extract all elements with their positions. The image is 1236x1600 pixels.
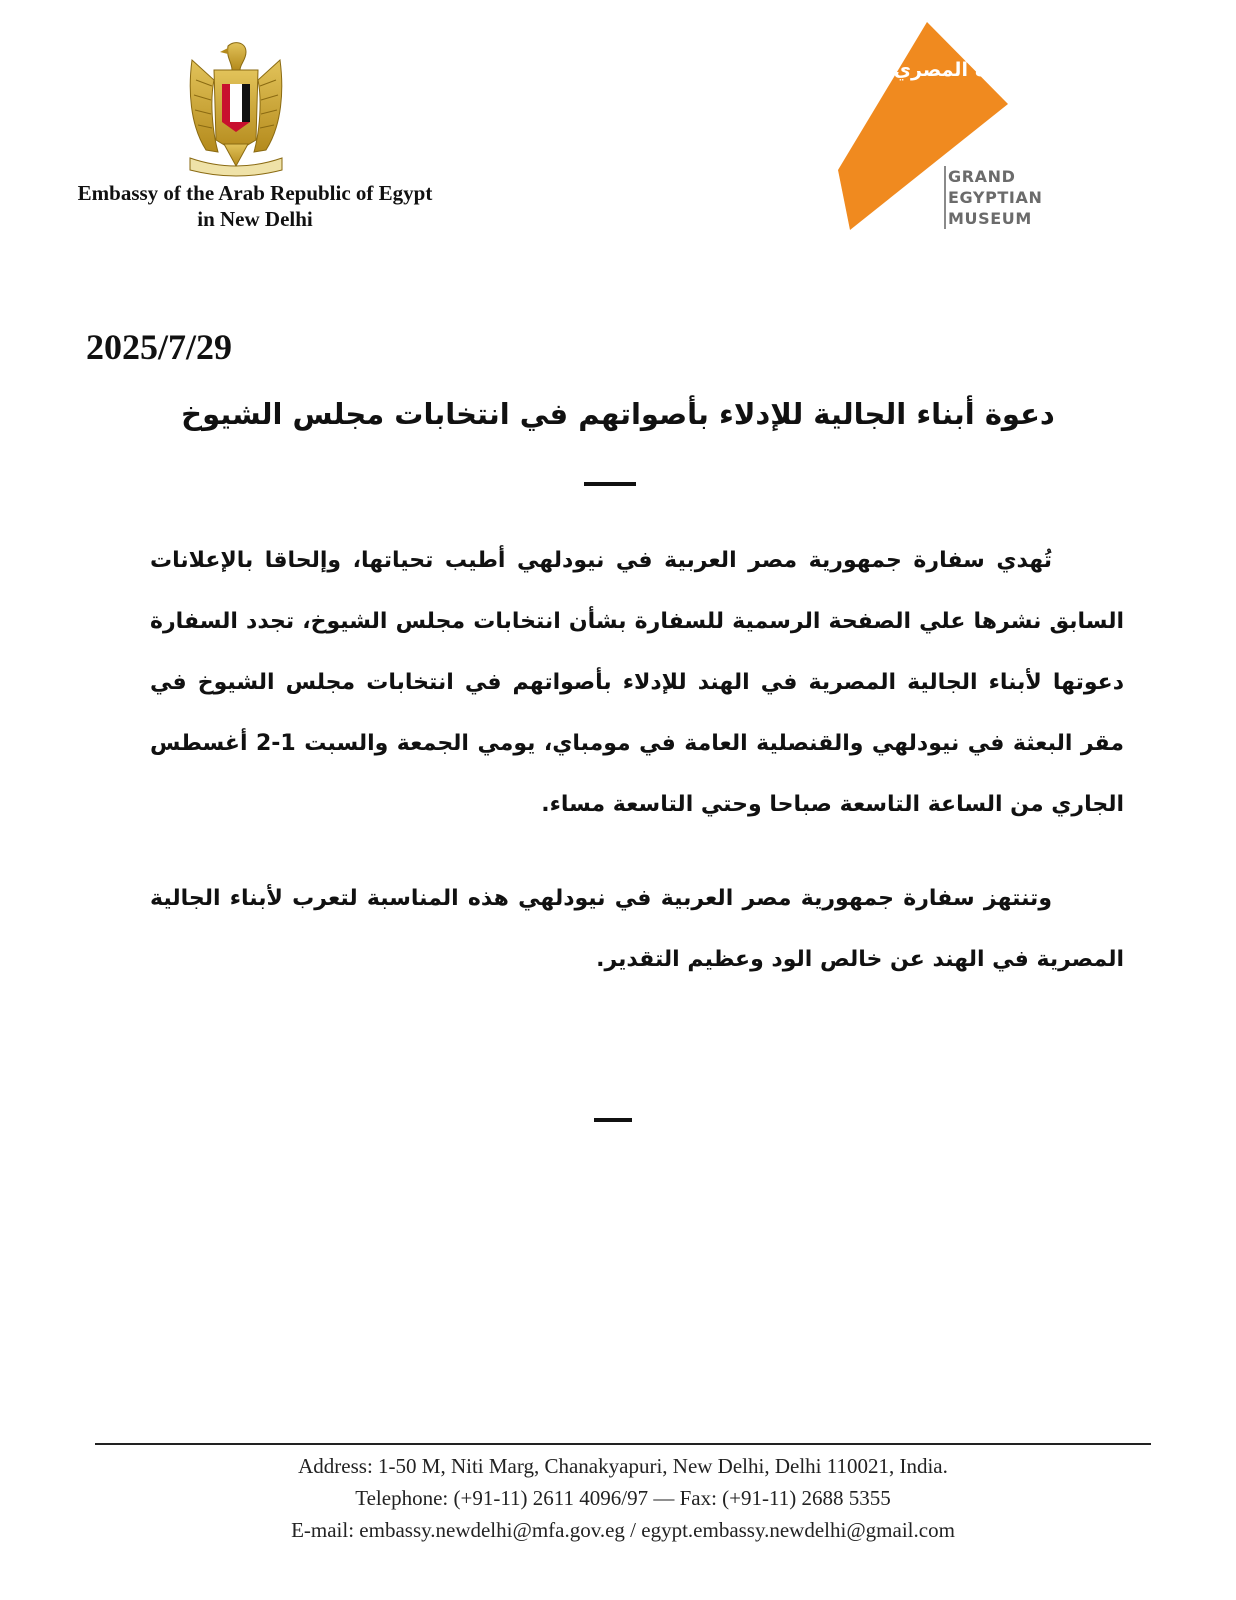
document-title: دعوة أبناء الجالية للإدلاء بأصواتهم في انتخابات مجلس الشيوخ xyxy=(181,397,1055,431)
embassy-name xyxy=(40,180,470,232)
footer-email: E-mail: embassy.newdelhi@mfa.gov.eg / egypt.embassy.newdelhi@gmail.com xyxy=(291,1518,955,1542)
egypt-coat-of-arms-icon xyxy=(184,40,288,180)
museum-name-line-1: GRAND xyxy=(948,167,1016,186)
footer-address: Address: 1-50 M, Niti Marg, Chanakyapuri, New Delhi, Delhi 110021, India. xyxy=(298,1454,948,1478)
divider-bottom xyxy=(594,1118,632,1122)
museum-name-line-3: MUSEUM xyxy=(948,209,1032,228)
footer-rule xyxy=(95,1443,1151,1445)
embassy-name-line-2: in New Delhi xyxy=(197,207,313,231)
museum-name-line-2: EGYPTIAN xyxy=(948,188,1043,207)
museum-name xyxy=(944,166,1078,229)
embassy-name-line-1: Embassy of the Arab Republic of Egypt xyxy=(77,181,433,205)
footer xyxy=(95,1450,1151,1546)
paragraph-2: وتنتهز سفارة جمهورية مصر العربية في نيودلهي هذه المناسبة لتعرب لأبناء الجالية المصرية في الهند عن خالص الود وعظيم التقدير. xyxy=(150,886,1124,972)
document-date: 2025/7/29 xyxy=(86,327,233,367)
footer-telephone: Telephone: (+91-11) 2611 4096/97 — Fax: (+91-11) 2688 5355 xyxy=(355,1486,891,1510)
paragraph-1: تُهدي سفارة جمهورية مصر العربية في نيودلهي أطيب تحياتها، وإلحاقا بالإعلانات السابق نشرها علي الصفحة الرسمية للسفارة بشأن انتخابات مجلس الشيوخ، تجدد السفارة دعوتها لأبناء الجالية المصرية في الهند للإدلاء بأصواتهم في انتخابات مجلس الشيوخ في مقر البعثة في نيودلهي والقنصلية العامة في مومباي، يومي الجمعة والسبت 1-2 أغسطس الجاري من الساعة التاسعة صباحا وحتي التاسعة مساء. xyxy=(150,548,1124,817)
divider-top xyxy=(584,482,636,486)
museum-arabic-logo: المتحف المصري الكبير xyxy=(834,59,1046,81)
